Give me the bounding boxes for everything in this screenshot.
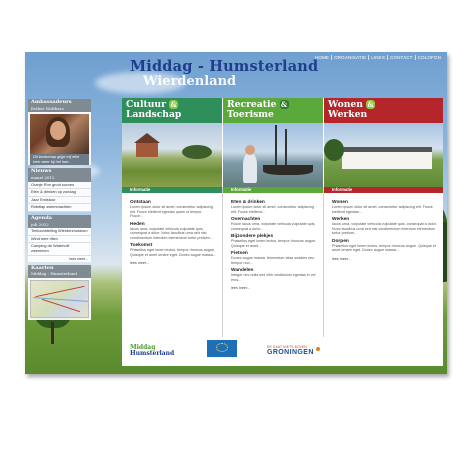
item-text: Phasellus eget lorem lectus, tempor rhoncus augue. Quisque et amet ornare eget. Donec augue massa... <box>332 243 436 252</box>
item-text: Lorem ipsum dolor sit amet, consectetur adipiscing elit. Fusce eleifend egestas quam ut tempor. Fusce... <box>130 205 214 218</box>
ambassadeurs-box <box>28 112 91 165</box>
column-title-2: Toerisme <box>227 108 274 120</box>
agenda-subtitle: juli 2012 <box>31 221 49 227</box>
item-title[interactable]: Bijzondere plekjes <box>231 234 274 239</box>
column-wonen-werken <box>324 98 443 338</box>
item-title[interactable]: Ontstaan <box>130 200 151 205</box>
item-title[interactable]: Fietsen <box>231 251 248 256</box>
ambassadeurs-subtitle: Esther Wolthers <box>31 105 64 111</box>
item-text: Iacus urna, vulputate vehicula vulputate quis, consequat a dolor. Nunc faucibus urna sed nisi condimentum interdum elementum tortor pretium... <box>130 226 213 240</box>
item-title[interactable]: Toekomst <box>130 243 153 248</box>
column-title-2: Werken <box>328 108 368 120</box>
column-body <box>324 193 443 261</box>
site-subtitle: Wierdenland <box>143 74 237 89</box>
info-bar[interactable]: Informatie <box>324 187 443 193</box>
main-content <box>122 98 443 366</box>
map-thumbnail[interactable] <box>30 280 89 318</box>
eu-flag-logo[interactable] <box>207 340 237 357</box>
boat-mast <box>275 125 277 170</box>
item-text: Fusce lacus urna, vulputate vehicula vulputate quis, consequat a dolor... <box>231 222 316 231</box>
item-text: Iacus urna, vulputate vehicula vulputate quis, consequat a dolor. Nunc faucibus urna sed nisi condimentum interdum elementum tortor pretium... <box>332 222 437 235</box>
harbour-photo[interactable] <box>223 123 323 187</box>
read-more-link[interactable]: lees meer... <box>130 261 150 265</box>
man-head <box>245 145 255 155</box>
boat-hull <box>263 165 313 175</box>
ambassadeurs-header[interactable] <box>28 99 91 112</box>
church-building <box>136 141 158 157</box>
nieuws-list <box>28 182 91 212</box>
ampersand-icon: & <box>170 100 177 109</box>
logo-line2: Humsterland <box>130 350 175 357</box>
agenda-header[interactable] <box>28 215 91 228</box>
item-text: Lorem ipsum dolor sit amet, consectetur adipiscing elit. Fusce eleifend... <box>231 205 315 214</box>
groningen-logo[interactable] <box>267 345 314 356</box>
house-roof <box>342 147 432 152</box>
orange-dot-icon <box>316 347 320 351</box>
agenda-item[interactable]: Wind mee rillen <box>28 236 91 244</box>
item-text: Lorem ipsum dolor sit amet, consectetur adipiscing elit. Fusce eleifend egestas... <box>332 205 433 214</box>
info-bar[interactable]: Informatie <box>223 187 323 193</box>
read-more-link[interactable]: lees meer... <box>332 256 352 261</box>
kaarten-header[interactable] <box>28 265 91 278</box>
column-recreatie-toerisme <box>223 98 323 338</box>
kaarten-title: Kaarten <box>31 264 54 271</box>
item-text: Phasellus eget lorem lectus, tempor rhoncus augue. Quisque et amet ornare eget. Donec augue massa... <box>130 248 216 257</box>
column-body <box>223 193 323 290</box>
sidebar <box>28 99 91 320</box>
map-road <box>35 286 84 297</box>
column-title: Cultuur <box>126 99 166 110</box>
tree-trunk <box>51 322 54 344</box>
nav-home[interactable]: HOME <box>314 55 330 60</box>
item-title[interactable]: Werken <box>332 217 350 222</box>
column-header[interactable] <box>122 98 222 123</box>
nieuws-subtitle: maart 2012 <box>31 174 55 180</box>
item-title[interactable]: Eten & drinken <box>231 200 265 205</box>
column-cultuur-landschap <box>122 98 222 338</box>
column-body <box>122 193 222 265</box>
kaarten-box <box>28 278 91 320</box>
column-title: Wonen <box>328 99 363 110</box>
item-title[interactable]: Overnachten <box>231 217 261 222</box>
column-title-2: Landschap <box>126 108 182 120</box>
agenda-list <box>28 228 91 261</box>
item-title[interactable]: Heden <box>130 221 145 227</box>
middag-humsterland-logo[interactable] <box>130 345 174 357</box>
nieuws-title: Nieuws <box>31 168 52 175</box>
column-title: Recreatie <box>227 99 277 110</box>
website-frame <box>25 52 447 374</box>
footer-logos <box>122 338 443 366</box>
groningen-name: GRONINGEN <box>267 349 314 356</box>
news-item[interactable]: Jazz Emistour <box>28 197 91 205</box>
agenda-item[interactable]: Tentoonstelling Wierdenmuseum <box>28 228 91 236</box>
news-item[interactable]: Oranje Run groot succes <box>28 182 91 190</box>
ambassadeurs-title: Ambassadeurs <box>31 99 72 105</box>
kaarten-subtitle: Middag - Humsterland <box>31 271 77 277</box>
groningen-slogan: ER GAAT NIETS BOVEN <box>267 345 307 349</box>
village-photo[interactable] <box>324 123 443 187</box>
item-text: Integer nec nulla sed nibh vestibulum egestas in vel eros... <box>231 273 316 282</box>
read-more-link[interactable]: lees meer... <box>231 286 251 290</box>
column-header[interactable] <box>223 98 323 123</box>
boat-mast <box>285 129 287 169</box>
agenda-more-link[interactable]: lees meer... <box>69 256 88 261</box>
item-title[interactable]: Wandelen <box>231 268 254 273</box>
info-bar[interactable]: Informatie <box>122 187 222 193</box>
ambassador-quote: Dit landschap grijpt mij elke keer weer bij het hart... <box>30 154 89 165</box>
nav-links[interactable]: LINKS <box>368 55 387 60</box>
agenda-title: Agenda <box>31 214 52 221</box>
item-text: Phasellus eget lorem lectus, tempor rhoncus augue. Quisque et amet... <box>231 239 317 248</box>
ambassador-photo[interactable] <box>30 114 89 154</box>
site-title[interactable]: Middag - Humsterland <box>130 58 319 75</box>
tree <box>324 139 344 161</box>
item-title[interactable]: Wonen <box>332 200 348 205</box>
logo-line1: Middag <box>130 344 156 351</box>
item-text: Donec augue massa, fermentum vitae sodales nec, tempor non... <box>231 256 316 265</box>
ampersand-icon: & <box>367 100 374 109</box>
nav-colofon[interactable]: COLOFON <box>415 55 443 60</box>
agenda-item[interactable]: Camping de Watervolf zwemmen <box>28 243 91 255</box>
ampersand-icon: & <box>280 100 288 109</box>
nav-organisatie[interactable]: ORGANISATIE <box>331 55 368 60</box>
trees <box>182 145 212 159</box>
nav-contact[interactable]: CONTACT <box>387 55 415 60</box>
man-figure <box>243 153 257 183</box>
column-header[interactable] <box>324 98 443 123</box>
church-roof <box>134 133 160 143</box>
eu-stars-icon <box>216 343 228 352</box>
top-navigation <box>313 55 443 60</box>
news-item[interactable]: Rotsflap zwemmachten <box>28 204 91 212</box>
white-houses <box>342 151 432 169</box>
landscape-photo[interactable] <box>122 123 222 187</box>
news-item[interactable]: Eten & drinken op zondag <box>28 189 91 197</box>
item-title[interactable]: Dorpen <box>332 238 349 244</box>
nieuws-header[interactable] <box>28 168 91 181</box>
